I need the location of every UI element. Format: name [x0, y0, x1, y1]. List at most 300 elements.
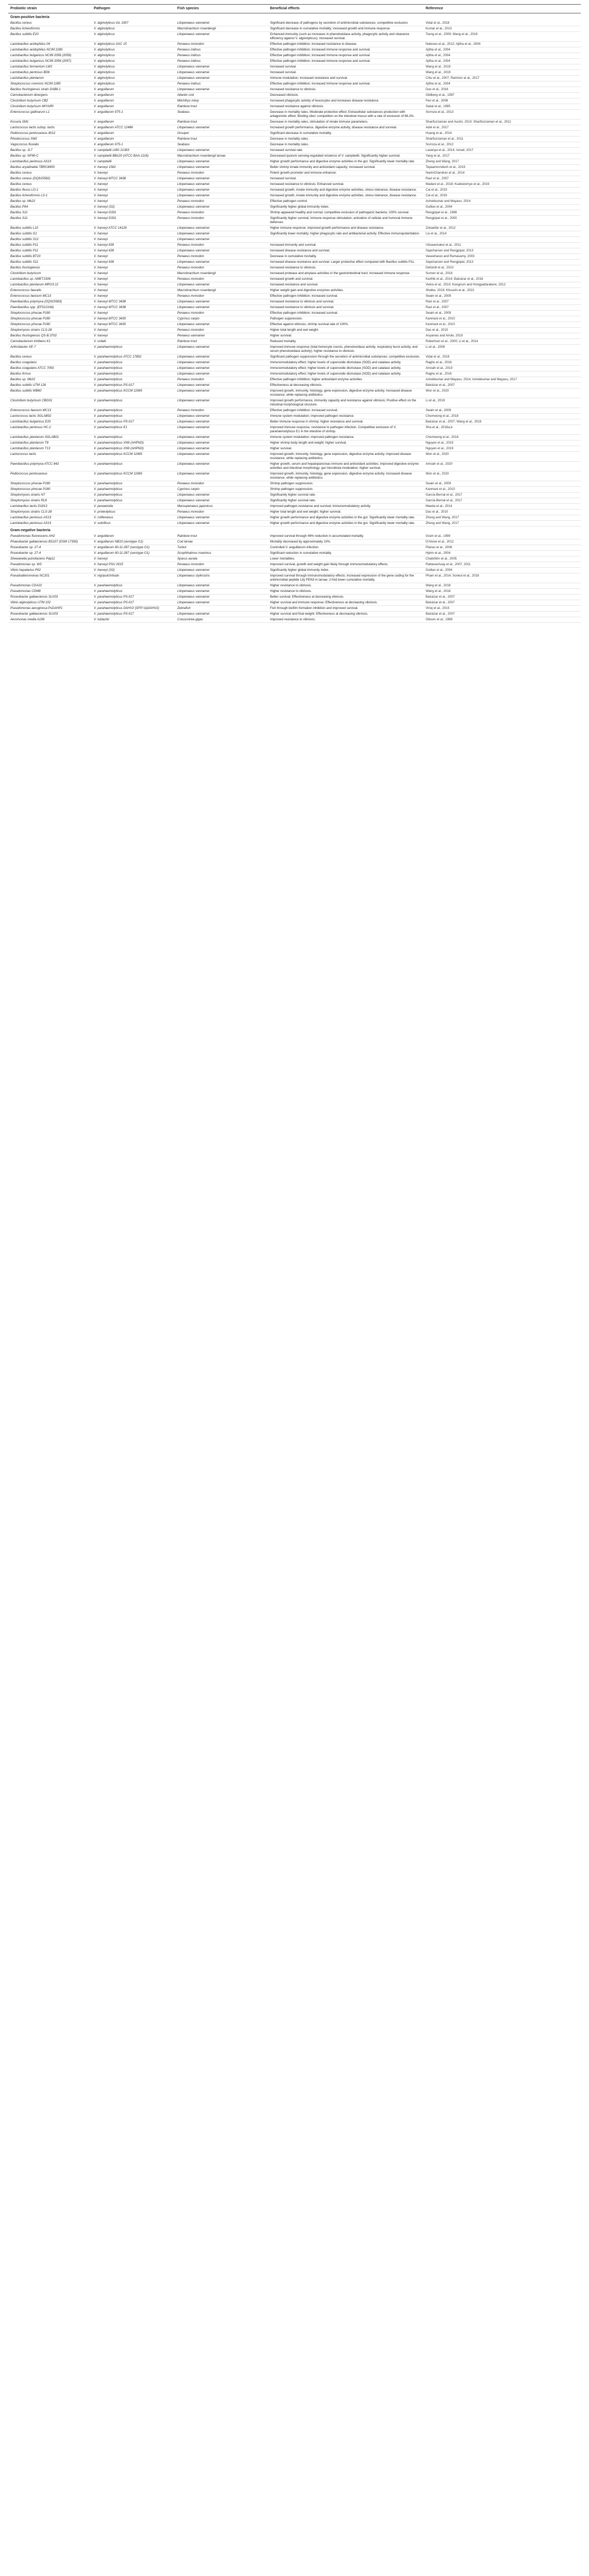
- beneficial-effects-cell: Increased survival rate.: [268, 148, 424, 154]
- pathogen-cell: V. parahaemolyticus KCCM 11965: [92, 388, 175, 398]
- probiotic-strain-cell: Vagococcus fluvialis: [8, 142, 92, 148]
- reference-cell: Raghu et al., 2016: [424, 371, 581, 377]
- pathogen-cell: V. harveyi: [92, 265, 175, 271]
- reference-cell: Adel et al., 2017: [424, 125, 581, 131]
- pathogen-cell: V. alginolyticus: [92, 47, 175, 53]
- pathogen-cell: V. harveyi ATCC 14126: [92, 226, 175, 231]
- beneficial-effects-cell: Increased protease and amylase activities in the gastrointestinal tract; increased immune response.: [268, 271, 424, 277]
- pathogen-cell: V. harveyi MTCC 3438: [92, 299, 175, 305]
- probiotic-strain-cell: Bacillus licheniformis LS-1: [8, 193, 92, 199]
- beneficial-effects-cell: Decrease in mortality rates.: [268, 142, 424, 148]
- beneficial-effects-cell: Higher resistance to vibriosis.: [268, 583, 424, 589]
- reference-cell: Swain et al., 2009: [424, 294, 581, 299]
- pathogen-cell: V. parahaemolyticus DAHV2 (GFP-VpDAHV2): [92, 606, 175, 612]
- probiotic-strain-cell: Streptococcus phocae P180: [8, 316, 92, 322]
- beneficial-effects-cell: Improved growth, immunity, histology, gene expression, digestive enzyme activity. Increased disease resistance, while replacing antibiotics.: [268, 388, 424, 398]
- beneficial-effects-cell: Increased resistance and survival.: [268, 282, 424, 288]
- reference-cell: Amoah et al., 2020: [424, 462, 581, 471]
- pathogen-cell: V. anguillarum: [92, 534, 175, 539]
- fish-species-cell: Litopenaeus vannamei: [175, 366, 268, 371]
- probiotic-strain-cell: Lactobacillus plantarum T13: [8, 446, 92, 452]
- probiotic-strain-cell: Clostridium butyricum: [8, 271, 92, 277]
- pathogen-cell: V. parahaemolyticus KCCM 11965: [92, 471, 175, 481]
- table-row: [8, 452, 581, 462]
- probiotic-strain-cell: Pediococcus pentosaceus: [8, 471, 92, 481]
- fish-species-cell: Penaeus monodon: [175, 254, 268, 260]
- section-row: [8, 13, 581, 21]
- table-row: [8, 199, 581, 205]
- fish-species-cell: Litopenaeus vannamei: [175, 125, 268, 131]
- table-row: [8, 333, 581, 339]
- table-row: [8, 408, 581, 414]
- beneficial-effects-cell: Reduced mortality.: [268, 339, 424, 345]
- pathogen-cell: V. parahaemolyticus: [92, 481, 175, 487]
- fish-species-cell: Litopenaeus vannamei: [175, 76, 268, 81]
- reference-cell: NavinChandran et al., 2014: [424, 171, 581, 176]
- probiotic-strain-cell: Bacillus cereus (DQ915582): [8, 176, 92, 182]
- table-row: [8, 600, 581, 606]
- pathogen-cell: V. harveyi: [92, 193, 175, 199]
- table-row: [8, 81, 581, 87]
- reference-cell: Sorroza et al., 2012: [424, 142, 581, 148]
- probiotic-strain-cell: Lactobacillus plantarum MRO3.12: [8, 282, 92, 288]
- fish-species-cell: Litopenaeus vannamei: [175, 70, 268, 76]
- fish-species-cell: Litopenaeus vannamei: [175, 188, 268, 193]
- beneficial-effects-cell: Decreased quorum sensing-regulated virulence of V. campbellii. Significantly higher survival.: [268, 154, 424, 159]
- table-row: [8, 47, 581, 53]
- reference-cell: Sumon et al., 2018: [424, 271, 581, 277]
- beneficial-effects-cell: Immunomodulatory effect; higher levels of superoxide dismutase (SOD) and catalase activity.: [268, 366, 424, 371]
- table-row: [8, 583, 581, 589]
- probiotic-strain-cell: Shewanella putrefaciens Pdp11: [8, 556, 92, 562]
- pathogen-cell: V. harveyi: [92, 288, 175, 294]
- probiotic-strain-cell: Bacillus coagulans ATCC 7050: [8, 366, 92, 371]
- beneficial-effects-cell: Increased survival.: [268, 176, 424, 182]
- probiotic-strain-cell: Arthrobacter XE-7: [8, 345, 92, 354]
- reference-cell: Karthik et al., 2014; Balcázar et al., 2016: [424, 277, 581, 282]
- fish-species-cell: Penaeus monodon: [175, 199, 268, 205]
- beneficial-effects-cell: Decrease in cumulative mortality.: [268, 254, 424, 260]
- pathogen-cell: V. harveyi: [92, 333, 175, 339]
- probiotic-strain-cell: Lactococcus lactis: [8, 452, 92, 462]
- fish-species-cell: Litopenaeus vannamei: [175, 354, 268, 360]
- table-row: [8, 188, 581, 193]
- beneficial-effects-cell: Increased immunity and survival.: [268, 243, 424, 248]
- beneficial-effects-cell: Immune modulation; increased resistance and survival.: [268, 76, 424, 81]
- table-row: [8, 419, 581, 425]
- table-row: [8, 539, 581, 545]
- probiotic-strain-cell: Rhodococcus SM2: [8, 137, 92, 142]
- fish-species-cell: Rainbow trout: [175, 137, 268, 142]
- fish-species-cell: Litopenaeus vannamei: [175, 322, 268, 328]
- beneficial-effects-cell: Decrease in mortality rates, stimulation of innate immune parameters.: [268, 120, 424, 125]
- reference-cell: García-Bernal et al., 2017: [424, 493, 581, 498]
- beneficial-effects-cell: Higher total length and wet weight; higher survival.: [268, 510, 424, 515]
- pathogen-cell: V. parahaemolyticus ATCC 17802: [92, 354, 175, 360]
- fish-species-cell: Rainbow trout: [175, 339, 268, 345]
- beneficial-effects-cell: Increased growth, innate immunity and digestive enzyme activities, stress tolerance, disease resistance.: [268, 188, 424, 193]
- beneficial-effects-cell: Immune system modulation; improved pathogen resistance.: [268, 414, 424, 419]
- probiotic-strain-cell: Roseobacter gallaeciensis SLV03: [8, 612, 92, 617]
- probiotic-strain-cell: Bacillus coagulans: [8, 360, 92, 366]
- fish-species-cell: Seabass: [175, 142, 268, 148]
- reference-cell: Wang et al., 2018: [424, 589, 581, 595]
- reference-cell: Zokaeifar et al., 2012: [424, 226, 581, 231]
- reference-cell: Ravi et al., 2007: [424, 299, 581, 305]
- reference-cell: Sapcharoen and Rengpipat, 2013: [424, 260, 581, 265]
- pathogen-cell: V. alginolyticus: [92, 70, 175, 76]
- table-row: [8, 32, 581, 42]
- beneficial-effects-cell: Decreased vibriosis.: [268, 93, 424, 98]
- table-row: [8, 498, 581, 504]
- table-row: [8, 383, 581, 388]
- reference-cell: Ashokkumar and Mayavu, 2014; Ashokkumar and Mayavu, 2017: [424, 377, 581, 383]
- table-row: [8, 26, 581, 32]
- table-row: [8, 510, 581, 515]
- fish-species-cell: Penaeus monodon: [175, 562, 268, 568]
- pathogen-cell: V. parahaemolyticus: [92, 366, 175, 371]
- pathogen-cell: V. parahaemolyticus E1: [92, 425, 175, 435]
- reference-cell: Vidal et al., 2018: [424, 21, 581, 26]
- beneficial-effects-cell: Increased growth, innate immunity and digestive enzyme activities, stress tolerance, disease resistance.: [268, 193, 424, 199]
- pathogen-cell: V. harveyi MTCC 3435: [92, 316, 175, 322]
- probiotic-strain-cell: Carnobacterium divergens: [8, 93, 92, 98]
- beneficial-effects-cell: Improved growth, immunity, histology, gene expression, digestive enzyme activity. Improved disease resistance, while replacing antibiotics.: [268, 452, 424, 462]
- beneficial-effects-cell: Improved survival through 46% reduction in accumulated mortality.: [268, 534, 424, 539]
- table-row: [8, 282, 581, 288]
- probiotic-strain-cell: Lactobacillus plantarum SGLAB01: [8, 435, 92, 440]
- pathogen-cell: V. harveyi D331: [92, 210, 175, 216]
- fish-species-cell: Litopenaeus vannamei: [175, 595, 268, 600]
- fish-species-cell: Macrobrachium rosenbergii: [175, 288, 268, 294]
- beneficial-effects-cell: Improved immune response (total hemocyte counts, phenoloxidase activity, respiratory burst activity, and serum phenoloxidase activity); higher resistance to vibriosis.: [268, 345, 424, 354]
- fish-species-cell: Penaeus monodon: [175, 216, 268, 226]
- fish-species-cell: Penaeus monodon: [175, 210, 268, 216]
- fish-species-cell: Litopenaeus vannamei: [175, 440, 268, 446]
- table-row: [8, 271, 581, 277]
- beneficial-effects-cell: Fish through biofilm formation inhibition and improved survival.: [268, 606, 424, 612]
- reference-cell: Balcázar et al., 2007: [424, 595, 581, 600]
- fish-species-cell: Macrobrachium rosenbergii larvae: [175, 154, 268, 159]
- pathogen-cell: V. anguillarum: [92, 93, 175, 98]
- pathogen-cell: V. harveyi: [92, 311, 175, 316]
- reference-cell: Cai et al., 2019: [424, 188, 581, 193]
- beneficial-effects-cell: Higher survival and immune response; Effectiveness at decreasing vibriosis.: [268, 600, 424, 606]
- beneficial-effects-cell: Increased resistance to vibriosis and survival.: [268, 305, 424, 311]
- probiotic-strain-cell: Roseobacter gallaeciensis SLV03: [8, 595, 92, 600]
- pathogen-cell: V. harveyi: [92, 237, 175, 243]
- beneficial-effects-cell: Shrimp pathogen suppression.: [268, 481, 424, 487]
- beneficial-effects-cell: Higher growth, serum and hepatopancreas immune and antioxidant activities; improved digestive enzyme activities and intestinal morphology; gut microbiota modulation; higher survival.: [268, 462, 424, 471]
- table-row: [8, 595, 581, 600]
- fish-species-cell: Miichthys miiuy: [175, 98, 268, 104]
- table-row: [8, 435, 581, 440]
- fish-species-cell: Litopenaeus vannamei: [175, 182, 268, 188]
- probiotic-strain-cell: Bacillus subtilis P11: [8, 243, 92, 248]
- reference-cell: Natesan et al., 2012; Ajitha et al., 2004: [424, 42, 581, 47]
- reference-cell: Nguyen et al., 2019: [424, 446, 581, 452]
- probiotic-strain-cell: Aeromonas media A199: [8, 617, 92, 623]
- table-row: [8, 176, 581, 182]
- probiotic-strain-cell: Bacillus licheniformis: [8, 26, 92, 32]
- probiotic-strain-cell: Paenibacillus polymyxa (DQ915583): [8, 299, 92, 305]
- fish-species-cell: Litopenaeus stylirostris: [175, 573, 268, 583]
- beneficial-effects-cell: Decrease in mortality rates. Moderate protective effect; Extracellular substances production with antagonistic effect; Binding sites' competition on the intestinal mucus with a rate of exclusion of 66.2%.: [268, 110, 424, 120]
- pathogen-cell: V. alginolyticus: [92, 26, 175, 32]
- fish-species-cell: Macrobrachium rosenbergii: [175, 26, 268, 32]
- pathogen-cell: V. alginolyticus: [92, 53, 175, 59]
- probiotic-strain-cell: Enterococcus faecium MC13: [8, 408, 92, 414]
- reference-cell: Planas et al., 2006: [424, 545, 581, 551]
- beneficial-effects-cell: Increased resistance to vibriosis.: [268, 87, 424, 93]
- pathogen-cell: V. harveyi: [92, 294, 175, 299]
- beneficial-effects-cell: Effective pathogen inhibition; increased survival.: [268, 294, 424, 299]
- reference-cell: Wang et al., 2019: [424, 64, 581, 70]
- probiotic-strain-cell: Streptococcus phocae P180: [8, 311, 92, 316]
- fish-species-cell: Litopenaeus vannamei: [175, 612, 268, 617]
- table-row: [8, 487, 581, 493]
- fish-species-cell: Penaeus monodon: [175, 42, 268, 47]
- fish-species-cell: Cyprinus carpio: [175, 316, 268, 322]
- pathogen-cell: V. harveyi MTCC 3435: [92, 322, 175, 328]
- fish-species-cell: Penaeus monodon: [175, 171, 268, 176]
- reference-cell: Ajitha et al., 2004: [424, 59, 581, 64]
- pathogen-cell: V. alginolyticus: [92, 59, 175, 64]
- pathogen-cell: V. harveyi MTCC 3438: [92, 305, 175, 311]
- fish-species-cell: Litopenaeus vannamei: [175, 462, 268, 471]
- table-row: [8, 70, 581, 76]
- pathogen-cell: V. harveyi 639: [92, 243, 175, 248]
- probiotic-strain-cell: Bacillus thuringiensis strain DAB6.1: [8, 87, 92, 93]
- reference-cell: Tepaamorndech et al., 2019: [424, 165, 581, 171]
- header-beneficial-effects: Beneficial effects: [268, 5, 424, 13]
- probiotic-strain-cell: Bacillus P64: [8, 205, 92, 210]
- reference-cell: Defoirdt et al., 2010: [424, 265, 581, 271]
- reference-cell: Swain et al., 2009: [424, 481, 581, 487]
- probiotic-strain-cell: Lactobacillus fermentum LW2: [8, 64, 92, 70]
- reference-cell: Yang et al., 2017: [424, 154, 581, 159]
- header-fish-species: Fish species: [175, 5, 268, 13]
- reference-cell: Gildberg et al., 1997: [424, 93, 581, 98]
- table-row: [8, 171, 581, 176]
- fish-species-cell: Penaeus monodon: [175, 265, 268, 271]
- fish-species-cell: Litopenaeus vannamei: [175, 248, 268, 254]
- beneficial-effects-cell: Improved resistance to vibriosis.: [268, 617, 424, 623]
- pathogen-cell: V. parahaemolyticus: [92, 589, 175, 595]
- reference-cell: Hjelm et al., 2004: [424, 551, 581, 556]
- beneficial-effects-cell: Immunomodulatory effect; higher levels of superoxide dismutase (SOD) and catalase activity.: [268, 360, 424, 366]
- beneficial-effects-cell: Potent growth promoter and immune enhancer.: [268, 171, 424, 176]
- fish-species-cell: Litopenaeus vannamei: [175, 568, 268, 573]
- beneficial-effects-cell: Higher survival.: [268, 333, 424, 339]
- pathogen-cell: V. parahaemolyticus: [92, 408, 175, 414]
- probiotic-strain-cell: Bacillus subtilis BT23: [8, 254, 92, 260]
- reference-cell: Huang et al., 2014: [424, 131, 581, 137]
- beneficial-effects-cell: Effective pathogen inhibition; increased immune response and survival.: [268, 81, 424, 87]
- beneficial-effects-cell: Better survival; Effectiveness at decreasing vibriosis.: [268, 595, 424, 600]
- pathogen-cell: V. parahaemolyticus PS-017: [92, 595, 175, 600]
- pathogen-cell: V. anguillarum: [92, 98, 175, 104]
- section-row: [8, 527, 581, 534]
- probiotic-strain-cell: Lactobacillus pentosus AS13: [8, 159, 92, 165]
- fish-species-cell: Cyprinus carpio: [175, 487, 268, 493]
- pathogen-cell: V. parahaemolyticus: [92, 493, 175, 498]
- reference-cell: Madani et al., 2018; Kuebutornye et al., 2019: [424, 182, 581, 188]
- fish-species-cell: Penaeus monodon: [175, 294, 268, 299]
- pathogen-cell: V. harveyi: [92, 282, 175, 288]
- reference-cell: Won et al., 2020: [424, 388, 581, 398]
- pathogen-cell: V. parahaemolyticus: [92, 398, 175, 408]
- fish-species-cell: Litopenaeus vannamei: [175, 237, 268, 243]
- table-row: [8, 305, 581, 311]
- probiotic-strain-cell: Bacillus firmus: [8, 371, 92, 377]
- beneficial-effects-cell: Effective pathogen inhibition; increased immune response and survival.: [268, 59, 424, 64]
- probiotic-strain-cell: Lactobacillus plantarum: [8, 76, 92, 81]
- probiotic-strain-cell: Carnobacterium inhibens K1: [8, 339, 92, 345]
- reference-cell: Balcázar et al., 2007: [424, 600, 581, 606]
- pathogen-cell: V. harveyi: [92, 254, 175, 260]
- pathogen-cell: V. parahaemolyticus: [92, 498, 175, 504]
- section-title: Gram-negative bacteria: [10, 529, 51, 532]
- probiotic-strain-cell: Bacillus cereus: [8, 354, 92, 360]
- probiotic-strain-cell: Pseudomonas fluorescens AH2: [8, 534, 92, 539]
- pathogen-cell: V. nigripulchritudo: [92, 573, 175, 583]
- reference-cell: Chomwong et al., 2018: [424, 435, 581, 440]
- probiotic-strain-cell: Clostridium butyricum CB2: [8, 98, 92, 104]
- reference-cell: Chabrillón et al., 2005: [424, 556, 581, 562]
- fish-species-cell: Litopenaeus vannamei: [175, 299, 268, 305]
- reference-cell: Ashokkumar and Mayavu, 2014: [424, 199, 581, 205]
- probiotic-strain-cell: Streptomyces strains RL8: [8, 498, 92, 504]
- reference-cell: Kanmani et al., 2010: [424, 487, 581, 493]
- beneficial-effects-cell: Effective pathogen inhibition; increased survival.: [268, 311, 424, 316]
- table-row: [8, 481, 581, 487]
- fish-species-cell: Zebrafish: [175, 606, 268, 612]
- table-row: [8, 562, 581, 568]
- table-row: [8, 534, 581, 539]
- table-row: [8, 371, 581, 377]
- reference-cell: D'Alvise et al., 2012: [424, 539, 581, 545]
- table-row: [8, 589, 581, 595]
- pathogen-cell: V. alginolyticus: [92, 64, 175, 70]
- reference-cell: Vinoj et al., 2015: [424, 606, 581, 612]
- table-body: [8, 13, 581, 623]
- pathogen-cell: V. vulnificus: [92, 521, 175, 527]
- probiotic-strain-cell: Streptomyces strains CLS-28: [8, 510, 92, 515]
- reference-cell: Gram et al., 1999: [424, 534, 581, 539]
- reference-cell: Das et al., 2010: [424, 510, 581, 515]
- fish-species-cell: Litopenaeus vannamei: [175, 600, 268, 606]
- table-row: [8, 606, 581, 612]
- reference-cell: Chomwong et al., 2018: [424, 414, 581, 419]
- reference-cell: Li et al., 2019: [424, 398, 581, 408]
- beneficial-effects-cell: Significantly higher global immunity index.: [268, 205, 424, 210]
- reference-cell: Ravi et al., 2007: [424, 176, 581, 182]
- fish-species-cell: Litopenaeus vannamei: [175, 87, 268, 93]
- beneficial-effects-cell: Significant decrease in cumulative mortality.: [268, 131, 424, 137]
- probiotic-strain-cell: Bacillus subtilis L10: [8, 226, 92, 231]
- reference-cell: Sha et al., 2016a,b: [424, 425, 581, 435]
- beneficial-effects-cell: Higher growth performance and digestive enzyme activities in the gut. Significantly lower mortality rate.: [268, 159, 424, 165]
- pathogen-cell: V. parahaemolyticus: [92, 435, 175, 440]
- reference-cell: Won et al., 2020: [424, 471, 581, 481]
- probiotic-strain-cell: Lactobacillus plantarum T8: [8, 440, 92, 446]
- fish-species-cell: Litopenaeus vannamei: [175, 64, 268, 70]
- probiotic-strain-cell: Lactococcus lactis SGLAB02: [8, 414, 92, 419]
- table-row: [8, 551, 581, 556]
- probiotic-strain-cell: Lactobacillus pentosus AS13: [8, 515, 92, 521]
- table-row: [8, 53, 581, 59]
- section-title: Gram-positive bacteria: [10, 15, 49, 19]
- beneficial-effects-cell: Significant decrease of pathogens by secretion of antimicrobial substances; competitive exclusion.: [268, 21, 424, 26]
- fish-species-cell: Rainbow trout: [175, 534, 268, 539]
- beneficial-effects-cell: Higher growth performance and digestive enzyme activities in the gut. Significantly lower mortality rate.: [268, 521, 424, 527]
- pathogen-cell: V. penaeicida: [92, 504, 175, 510]
- table-row: [8, 98, 581, 104]
- pathogen-cell: V. harveyi: [92, 182, 175, 188]
- fish-species-cell: Litopenaeus vannamei: [175, 425, 268, 435]
- table-row: [8, 165, 581, 171]
- fish-species-cell: Litopenaeus vannamei: [175, 165, 268, 171]
- reference-cell: Sapcharoen and Rengpipat, 2013: [424, 248, 581, 254]
- pathogen-cell: V. anguillarum 975-1: [92, 142, 175, 148]
- beneficial-effects-cell: Controlled V. anguillarum infection.: [268, 545, 424, 551]
- beneficial-effects-cell: Effective pathogen inhibition; higher antioxidant enzyme activities.: [268, 377, 424, 383]
- probiotic-strain-cell: Streptomyces strains N7: [8, 493, 92, 498]
- table-row: [8, 243, 581, 248]
- table-row: [8, 414, 581, 419]
- beneficial-effects-cell: Increased resistance to vibriosis.: [268, 265, 424, 271]
- probiotic-strain-cell: Vibrio hepatarius P62: [8, 568, 92, 573]
- reference-cell: Sakai et al., 1995: [424, 104, 581, 110]
- fish-species-cell: Penaeus monodon: [175, 510, 268, 515]
- beneficial-effects-cell: Decrease in mortality rates.: [268, 137, 424, 142]
- probiotic-strain-cell: Lactobacillus sp. AMET1506: [8, 277, 92, 282]
- reference-cell: Rengpipat et al., 2000: [424, 216, 581, 226]
- pathogen-cell: V. proteolyticus: [92, 510, 175, 515]
- table-row: [8, 471, 581, 481]
- pathogen-cell: V. harveyi: [92, 277, 175, 282]
- pathogen-cell: V. parahaemolyticus PS-017: [92, 600, 175, 606]
- pathogen-cell: V. harveyi (S2): [92, 568, 175, 573]
- beneficial-effects-cell: Effective pathogen inhibition; increased survival.: [268, 408, 424, 414]
- table-row: [8, 110, 581, 120]
- table-row: [8, 248, 581, 254]
- table-row: [8, 21, 581, 26]
- pathogen-cell: V. harveyi: [92, 199, 175, 205]
- probiotic-strain-cell: Pseudomonas sp. W3: [8, 562, 92, 568]
- reference-cell: Vidal et al., 2018: [424, 354, 581, 360]
- beneficial-effects-cell: Higher immune response; improved growth performance and disease resistance.: [268, 226, 424, 231]
- pathogen-cell: V. alginolyticus: [92, 81, 175, 87]
- fish-species-cell: Rainbow trout: [175, 104, 268, 110]
- probiotic-strain-cell: Lactobacillus bulgaricus NCIM 2056 (2057): [8, 59, 92, 64]
- probiotic-strain-cell: Bacillus S11: [8, 210, 92, 216]
- fish-species-cell: Litopenaeus vannamei: [175, 498, 268, 504]
- fish-species-cell: Litopenaeus vannamei: [175, 435, 268, 440]
- pathogen-cell: V. parahaemolyticus XN9 (AHPND): [92, 440, 175, 446]
- table-row: [8, 193, 581, 199]
- fish-species-cell: Litopenaeus vannamei: [175, 176, 268, 182]
- beneficial-effects-cell: Increased resistance to vibriosis and survival.: [268, 299, 424, 305]
- beneficial-effects-cell: Significant decrease in cumulative mortality; increased growth and immune response.: [268, 26, 424, 32]
- header-reference: Reference: [424, 5, 581, 13]
- table-row: [8, 120, 581, 125]
- beneficial-effects-cell: Higher weight gain and digestive enzymes activities.: [268, 288, 424, 294]
- fish-species-cell: Litopenaeus vannamei: [175, 345, 268, 354]
- pathogen-cell: V. campbellii BB120 (ATCC BAA-1116): [92, 154, 175, 159]
- fish-species-cell: Penaeus vannamei: [175, 333, 268, 339]
